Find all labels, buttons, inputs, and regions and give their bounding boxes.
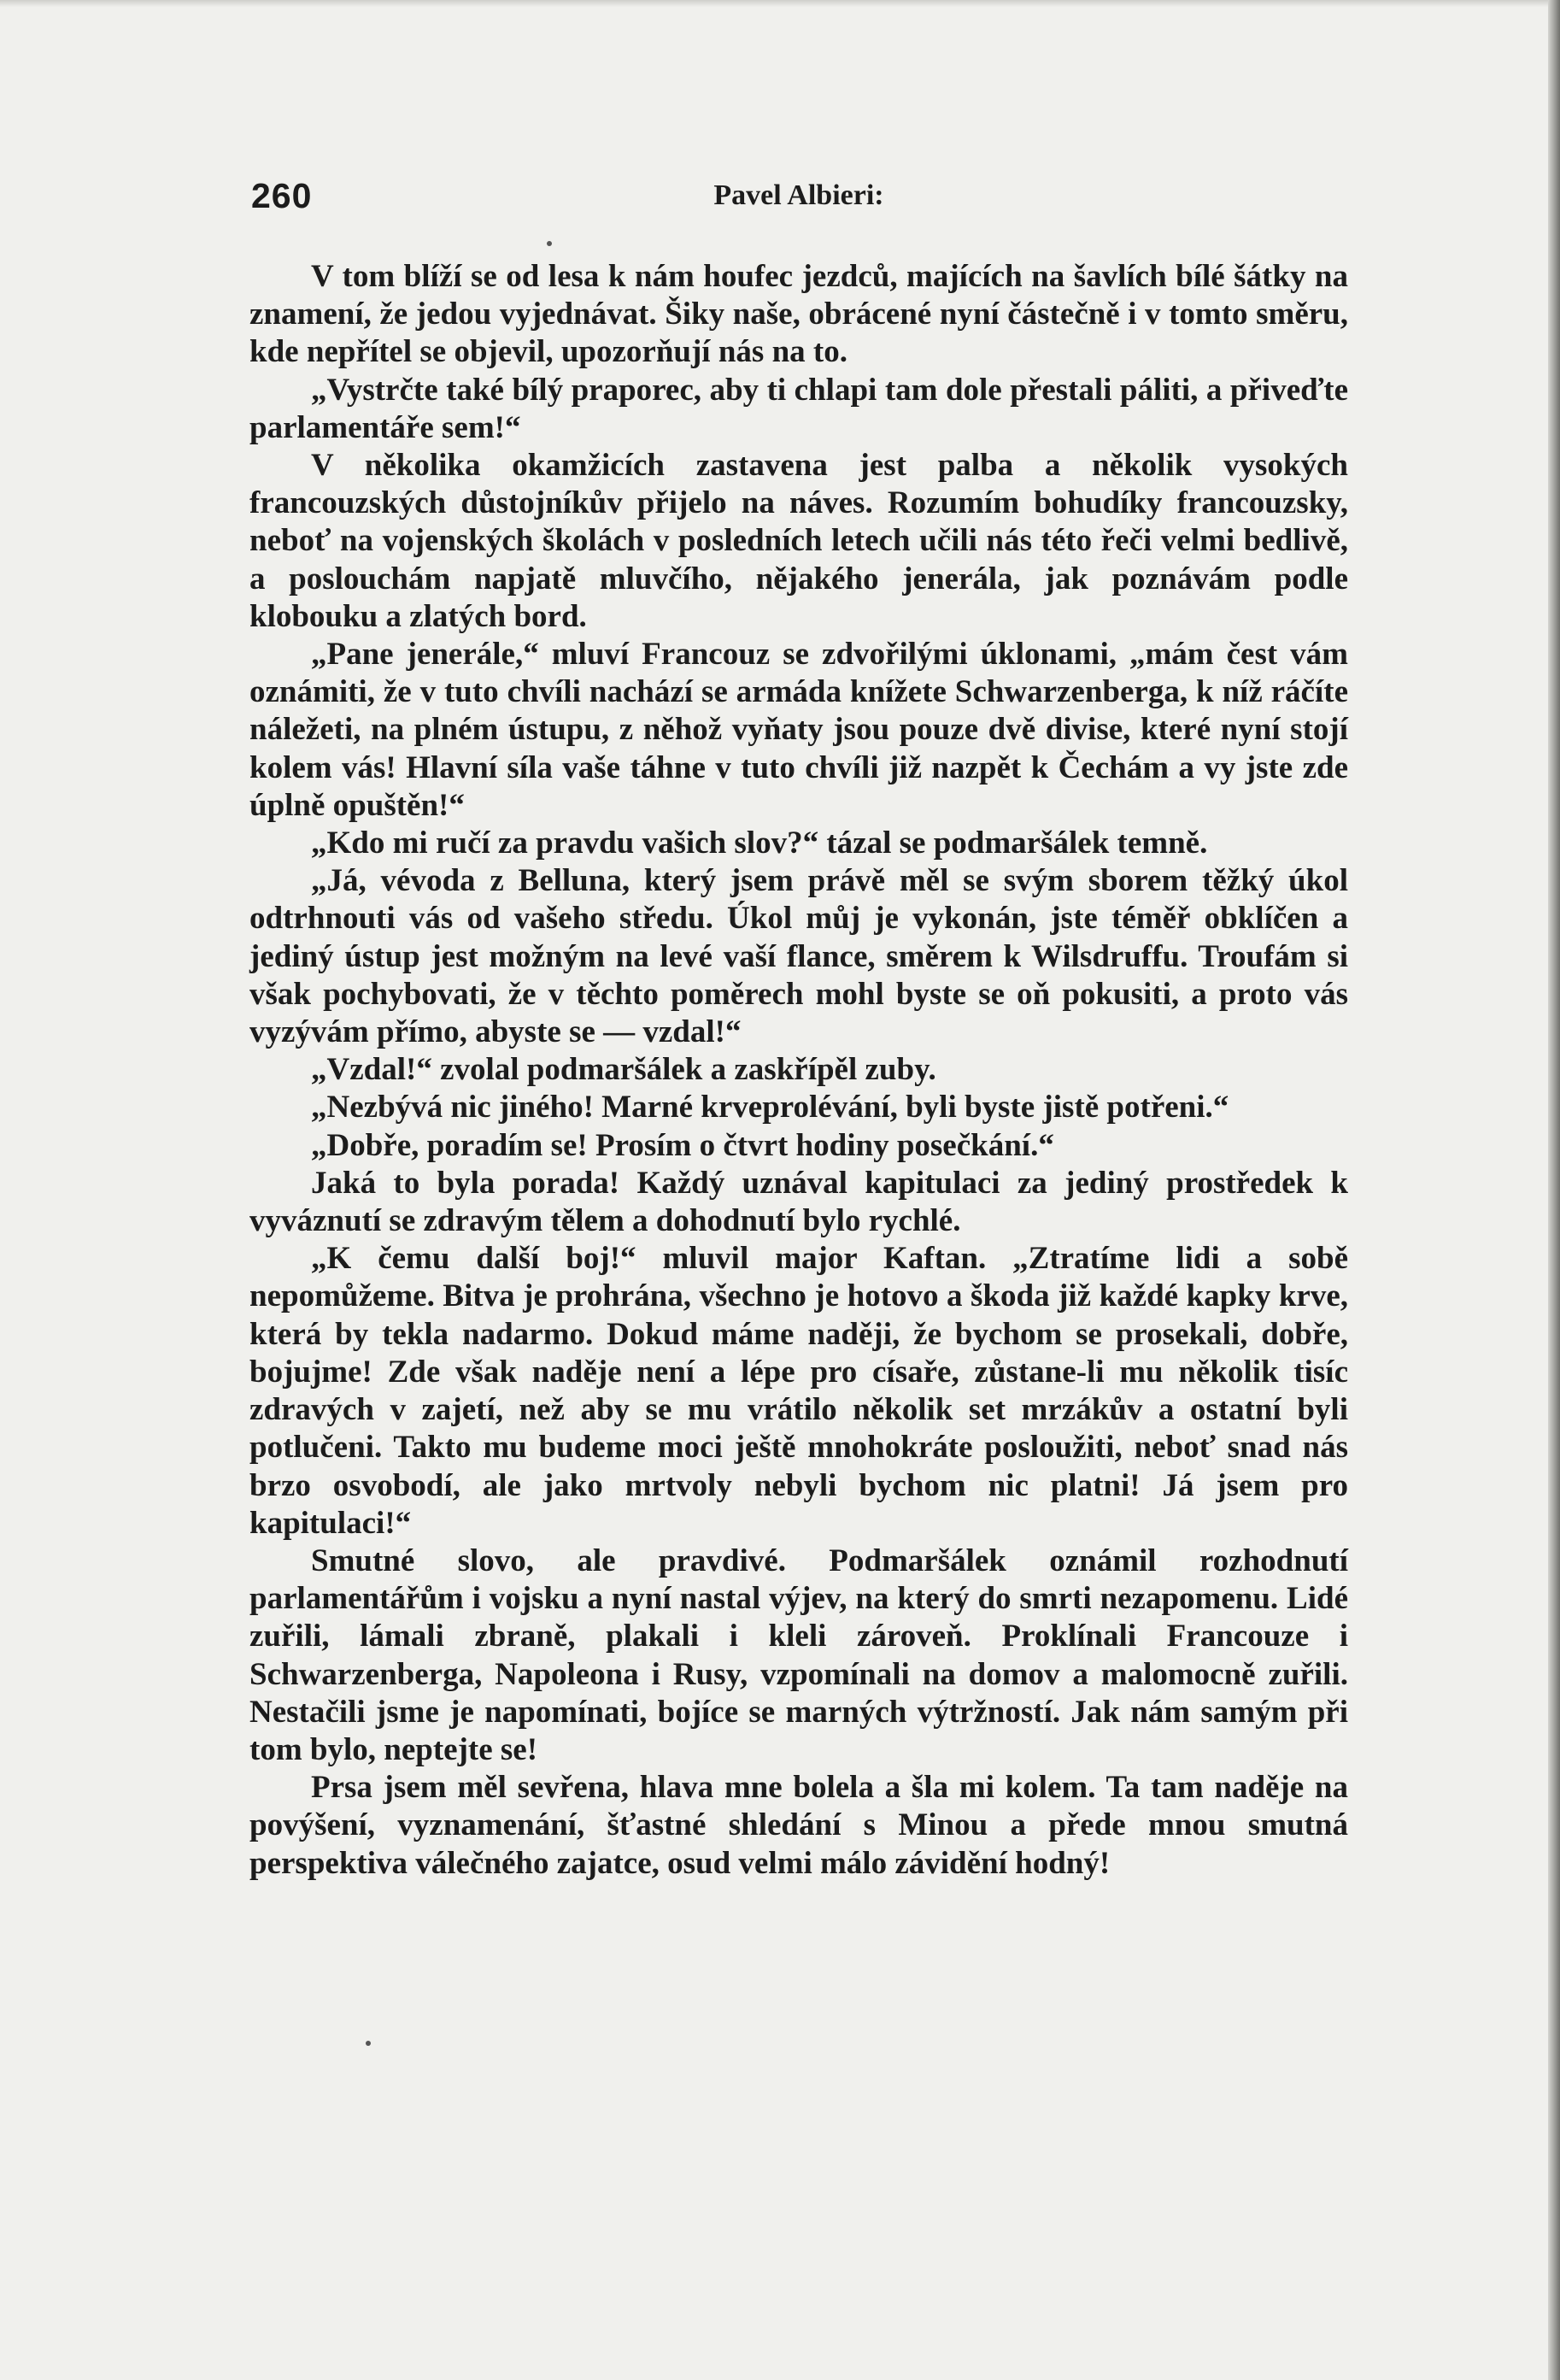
running-head: Pavel Albieri: xyxy=(713,179,884,211)
paragraph: Jaká to byla porada! Každý uznával kapitulaci za jediný prostředek k vyváznutí se zdravým tělem a dohodnutí bylo rychlé. xyxy=(249,1165,1348,1239)
paragraph: „Já, vévoda z Belluna, který jsem právě měl se svým sborem těžký úkol odtrhnouti vás od vašeho středu. Úkol můj je vykonán, jste téměř obklíčen a jediný ústup jest možným na levé vaší flance, směrem k Wilsdruffu. Troufám si však pochybovati, že v těchto poměrech mohl byste se oň pokusiti, a proto vás vyzývám přímo, abyste se — vzdal!“ xyxy=(249,863,1348,1050)
paragraph: „Pane jenerále,“ mluví Francouz se zdvořilými úklonami, „mám čest vám oznámiti, že v tuto chvíli nachází se armáda knížete Schwarzenberga, k níž ráčíte náležeti, na plném ústupu, z něhož vyňaty jsou pouze dvě divise, které nyní stojí kolem vás! Hlavní síla vaše táhne v tuto chvíli již nazpět k Čechám a vy jste zde úplně opuštěn!“ xyxy=(249,637,1348,823)
body-text xyxy=(249,258,1348,1883)
paragraph: „Vzdal!“ zvolal podmaršálek a zaskřípěl zuby. xyxy=(311,1052,936,1088)
page-top-edge xyxy=(0,0,1560,7)
paragraph: Prsa jsem měl sevřena, hlava mne bolela a šla mi kolem. Ta tam naděje na povýšení, vyznamenání, šťastné shledání s Minou a přede mnou smutná perspektiva válečného zajatce, osud velmi málo závidění hodný! xyxy=(249,1770,1348,1881)
page-right-edge xyxy=(1548,0,1560,2380)
paragraph: V tom blíží se od lesa k nám houfec jezdců, majících na šavlích bílé šátky na znamení, že jedou vyjednávat. Šiky naše, obrácené nyní částečně i v tomto směru, kde nepřítel se objevil, upozorňují nás na to. xyxy=(249,259,1348,370)
page-number: 260 xyxy=(251,176,313,215)
paragraph: „Dobře, poradím se! Prosím o čtvrt hodiny posečkání.“ xyxy=(311,1127,1054,1163)
paragraph: „Vystrčte také bílý praporec, aby ti chlapi tam dole přestali páliti, a přiveďte parlamentáře sem!“ xyxy=(249,372,1348,445)
page-header xyxy=(251,176,1346,219)
speck-mark xyxy=(366,2041,371,2046)
paragraph: Smutné slovo, ale pravdivé. Podmaršálek oznámil rozhodnutí parlamentářům i vojsku a nyní nastal výjev, na který do smrti nezapomenu. Lidé zuřili, lámali zbraně, plakali i kleli zároveň. Proklínali Francouze i Schwarzenberga, Napoleona i Rusy, vzpomínali na domov a malomocně zuřili. Nestačili jsme je napomínati, bojíce se marných výtržností. Jak nám samým při tom bylo, neptejte se! xyxy=(249,1543,1348,1767)
paragraph: „Nezbývá nic jiného! Marné krveprolévání, byli byste jistě potřeni.“ xyxy=(311,1090,1229,1125)
paragraph: „K čemu další boj!“ mluvil major Kaftan. „Ztratíme lidi a sobě nepomůžeme. Bitva je prohrána, všechno je hotovo a škoda již každé kapky krve, která by tekla nadarmo. Dokud máme naději, že bychom se prosekali, dobře, bojujme! Zde však naděje není a lépe pro císaře, zůstane-li mu několik tisíc zdravých v zajetí, než aby se mu vrátilo několik set mrzákův a ostatní byli potlučeni. Takto mu budeme moci ještě mnohokráte posloužiti, neboť snad nás brzo osvobodí, ale jako mrtvoly nebyli bychom nic platni! Já jsem pro kapitulaci!“ xyxy=(249,1241,1348,1541)
speck-mark xyxy=(547,241,552,246)
paragraph: „Kdo mi ručí za pravdu vašich slov?“ tázal se podmaršálek temně. xyxy=(311,826,1208,861)
paragraph: V několika okamžicích zastavena jest palba a několik vysokých francouzských důstojníkův přijelo na náves. Rozumím bohudíky francouzsky, neboť na vojenských školách v posledních letech učili nás této řeči velmi bedlivě, a poslouchám napjatě mluvčího, nějakého jenerála, jak poznávám podle klobouku a zlatých bord. xyxy=(249,448,1348,634)
